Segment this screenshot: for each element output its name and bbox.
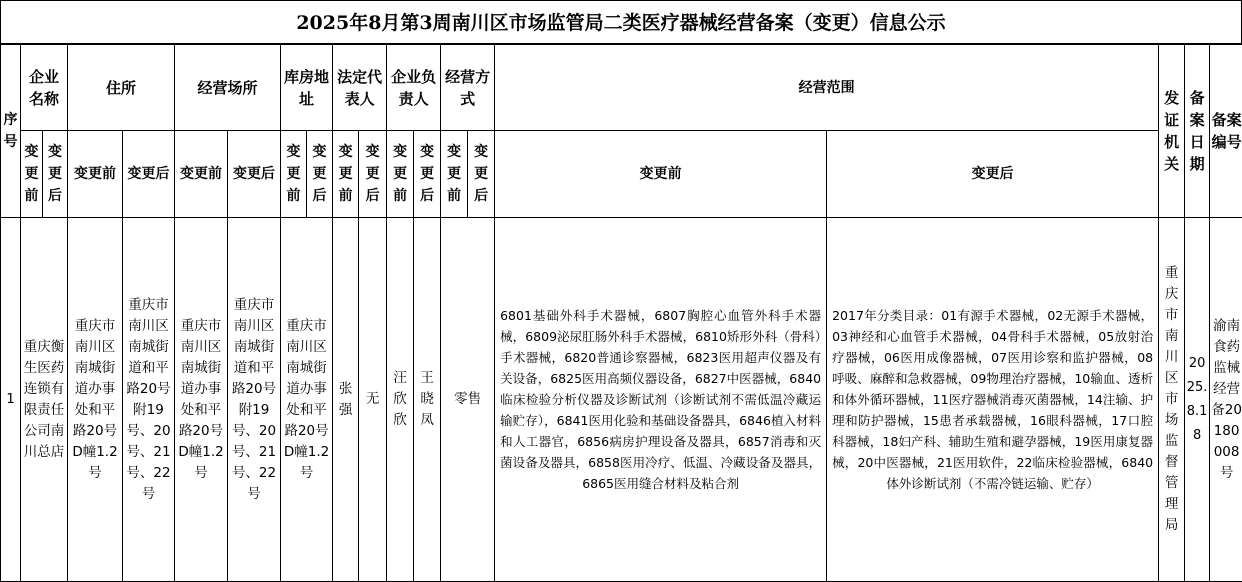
header-mode: 经营方式	[441, 45, 495, 131]
header-warehouse-after: 变更后	[307, 131, 333, 218]
header-company-name: 企业名称	[21, 45, 68, 131]
header-legal-rep: 法定代表人	[333, 45, 387, 131]
header-legal-before: 变更前	[333, 131, 359, 218]
header-manager-after: 变更后	[414, 131, 441, 218]
header-scope-before: 变更前	[495, 131, 827, 218]
row-scope-before: 6801基础外科手术器械，6807胸腔心血管外科手术器械，6809泌尿肛肠外科手术器械，6810矫形外科（骨科）手术器械，6820普通诊察器械，6823医用超声仪器及有关设备，6825医用高频仪器设备，6827中医器械，6840临床检验分析仪器及诊断试剂（诊断试剂不需低温冷藏运输贮存），6841医用化验和基础设备器具，6846植入材料和人工器官，6856病房护理设备及器具，6857消毒和灭菌设备及器具，6858医用冷疗、低温、冷藏设备及器具，6865医用缝合材料及粘合剂	[495, 218, 827, 582]
row-legal-before: 张强	[333, 218, 359, 582]
header-scope: 经营范围	[495, 45, 1159, 131]
header-scope-after: 变更后	[827, 131, 1159, 218]
row-seq: 1	[1, 218, 21, 582]
header-manager: 企业负责人	[387, 45, 441, 131]
header-legal-after: 变更后	[359, 131, 387, 218]
header-residence-after: 变更后	[123, 131, 175, 218]
row-residence-after: 重庆市南川区南城街道和平路20号附19号、20号、21号、22号	[123, 218, 175, 582]
row-manager-after: 王晓凤	[414, 218, 441, 582]
row-legal-after: 无	[359, 218, 387, 582]
row-warehouse: 重庆市南川区南城街道办事处和平路20号D幢1.2号	[281, 218, 333, 582]
row-residence-before: 重庆市南川区南城街道办事处和平路20号D幢1.2号	[68, 218, 123, 582]
header-filing-no: 备案编号	[1210, 45, 1242, 218]
header-place-before: 变更前	[175, 131, 228, 218]
header-manager-before: 变更前	[387, 131, 414, 218]
row-scope-after: 2017年分类目录：01有源手术器械，02无源手术器械，03神经和心血管手术器械，04骨科手术器械，05放射治疗器械，06医用成像器械，07医用诊察和监护器械，08呼吸、麻醉和急救器械，09物理治疗器械，10输血、透析和体外循环器械，11医疗器械消毒灭菌器械，14注输、护理和防护器械，15患者承载器械，16眼科器械，17口腔科器械，18妇产科、辅助生殖和避孕器械，19医用康复器械，20中医器械，21医用软件，22临床检验器械，6840体外诊断试剂（不需冷链运输、贮存）	[827, 218, 1159, 582]
row-filing-no: 渝南食药监械经营备20180008号	[1210, 218, 1242, 582]
header-company-before: 变更前	[21, 131, 43, 218]
row-mode: 零售	[441, 218, 495, 582]
row-place-before: 重庆市南川区南城街道办事处和平路20号D幢1.2号	[175, 218, 228, 582]
filing-table	[0, 44, 1242, 582]
header-filing-date: 备案日期	[1185, 45, 1210, 218]
header-mode-before: 变更前	[441, 131, 468, 218]
header-residence: 住所	[68, 45, 175, 131]
header-company-after: 变更后	[43, 131, 68, 218]
row-manager-before: 汪欣欣	[387, 218, 414, 582]
header-issuer: 发证机关	[1159, 45, 1185, 218]
row-issuer: 重庆市南川区市场监督管理局	[1159, 218, 1185, 582]
header-warehouse: 库房地址	[281, 45, 333, 131]
table-row	[1, 218, 1242, 582]
row-place-after: 重庆市南川区南城街道和平路20号附19号、20号、21号、22号	[228, 218, 281, 582]
row-company: 重庆衡生医药连锁有限责任公司南川总店	[21, 218, 68, 582]
page-title: 2025年8月第3周南川区市场监管局二类医疗器械经营备案（变更）信息公示	[0, 0, 1242, 44]
header-business-place: 经营场所	[175, 45, 281, 131]
row-filing-date: 2025.8.18	[1185, 218, 1210, 582]
header-mode-after: 变更后	[468, 131, 495, 218]
header-residence-before: 变更前	[68, 131, 123, 218]
header-warehouse-before: 变更前	[281, 131, 307, 218]
header-place-after: 变更后	[228, 131, 281, 218]
header-seq: 序号	[1, 45, 21, 218]
